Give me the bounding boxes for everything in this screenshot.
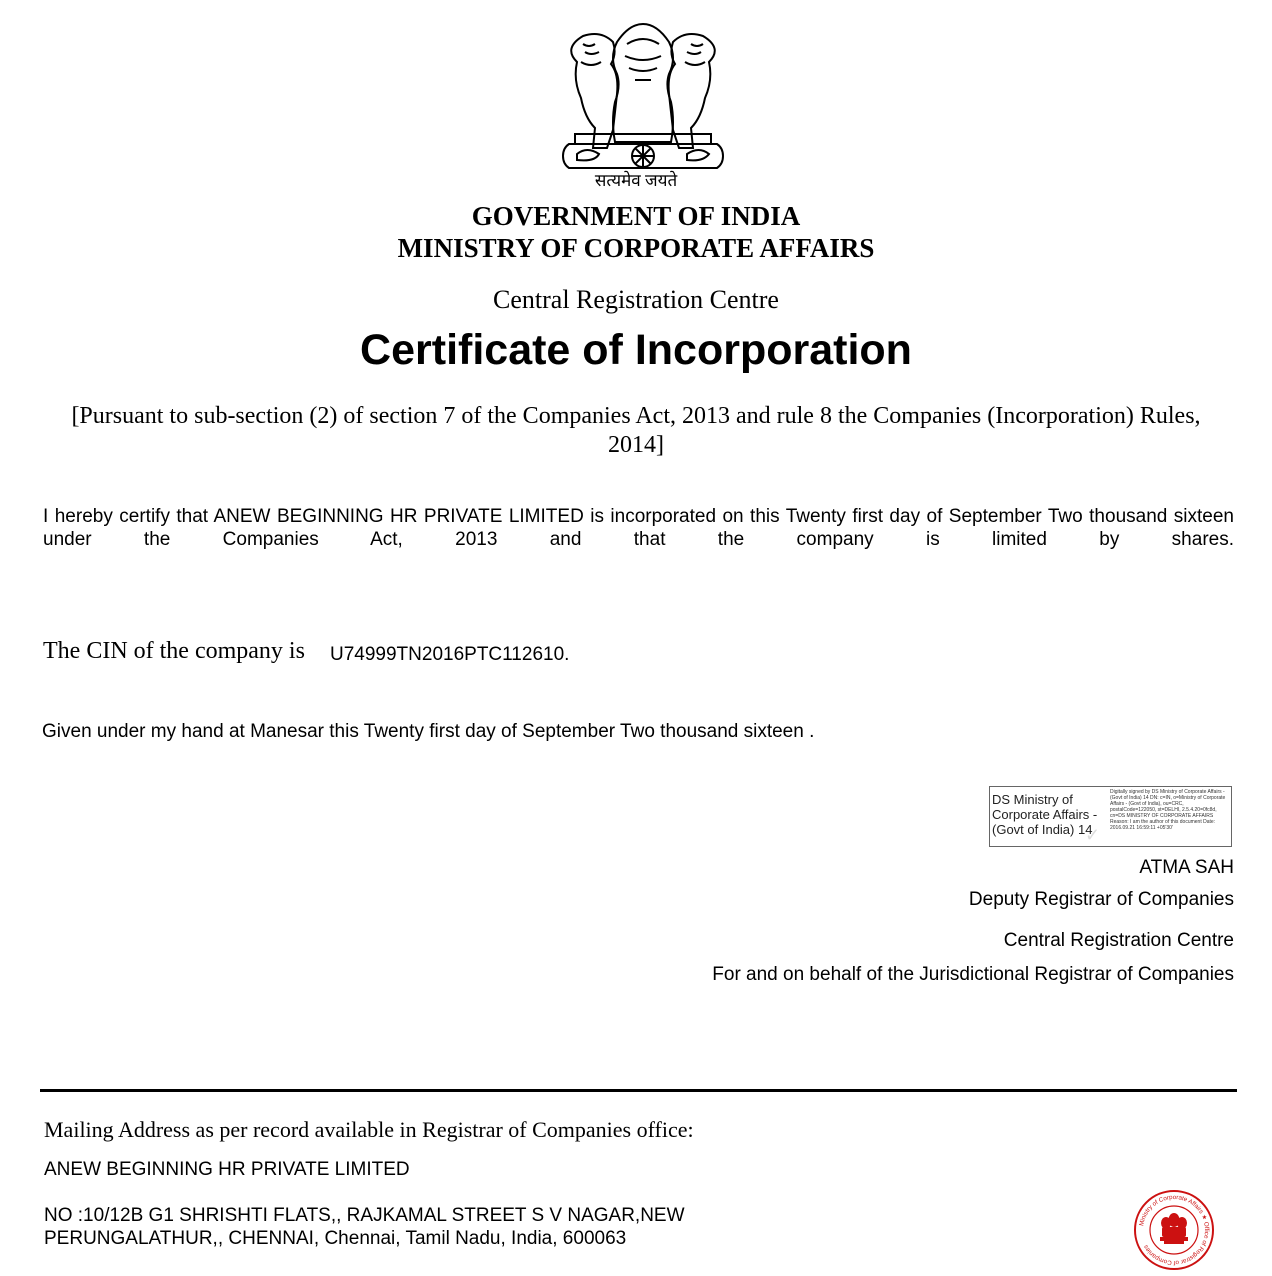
svg-text:Ministry of Corporate Affairs: Ministry of Corporate Affairs ★ Office of Registrar of Companies — [1138, 1193, 1211, 1267]
digital-signature-box — [989, 786, 1232, 847]
section-divider — [40, 1089, 1237, 1092]
registrar-title: Deputy Registrar of Companies — [968, 889, 1234, 910]
pursuant-clause: [Pursuant to sub-section (2) of section 7 of the Companies Act, 2013 and rule 8 the Companies (Incorporation) Rules, 2014] — [71, 403, 1201, 458]
emblem-motto: सत्यमेव जयते — [594, 171, 678, 190]
given-under-hand-statement: Given under my hand at Manesar this Twenty first day of September Two thousand sixteen . — [42, 721, 815, 742]
mca-seal-icon — [1133, 1189, 1215, 1271]
registrar-centre: Central Registration Centre — [1003, 930, 1234, 951]
digital-signer-name: DS Ministry of Corporate Affairs - (Govt of India) 14 — [992, 792, 1098, 837]
certificate-title: Certificate of Incorporation — [360, 326, 912, 374]
cin-label: The CIN of the company is — [43, 638, 305, 664]
mailing-company-name: ANEW BEGINNING HR PRIVATE LIMITED — [44, 1159, 410, 1180]
centre-heading: Central Registration Centre — [493, 285, 779, 314]
ministry-heading: MINISTRY OF CORPORATE AFFAIRS — [397, 233, 875, 263]
registrar-behalf: For and on behalf of the Jurisdictional Registrar of Companies — [712, 964, 1234, 985]
mailing-address: NO :10/12B G1 SHRISHTI FLATS,, RAJKAMAL STREET S V NAGAR,NEW PERUNGALATHUR,, CHENNAI, Chennai, Tamil Nadu, India, 600063 — [44, 1205, 685, 1249]
certification-statement: I hereby certify that ANEW BEGINNING HR PRIVATE LIMITED is incorporated on this Twenty first day of September Two thousand sixteen under the Companies Act, 2013 and that the company is limited by shares. — [43, 506, 1234, 550]
signature-check-icon: ✓ — [1085, 825, 1101, 845]
cin-value: U74999TN2016PTC112610. — [330, 644, 570, 665]
registrar-name: ATMA SAH — [1139, 857, 1234, 878]
government-heading: GOVERNMENT OF INDIA — [471, 201, 801, 231]
digital-signature-details: Digitally signed by DS Ministry of Corporate Affairs - (Govt of India) 14 DN: c=IN, o=Ministry of Corporate Affairs - (Govt of India), ou=CRC, postalCode=122050, st=DELHI, 2.5.4.20=0fc8d, cn=DS MINISTRY OF CORPORATE AFFAIRS Reason: I am the author of this document Date: 2016.09.21 16:59:11 +05'30' — [1110, 789, 1226, 831]
national-emblem-icon — [555, 22, 731, 192]
mailing-address-label: Mailing Address as per record available in Registrar of Companies office: — [44, 1117, 694, 1142]
header-block — [0, 200, 1272, 264]
